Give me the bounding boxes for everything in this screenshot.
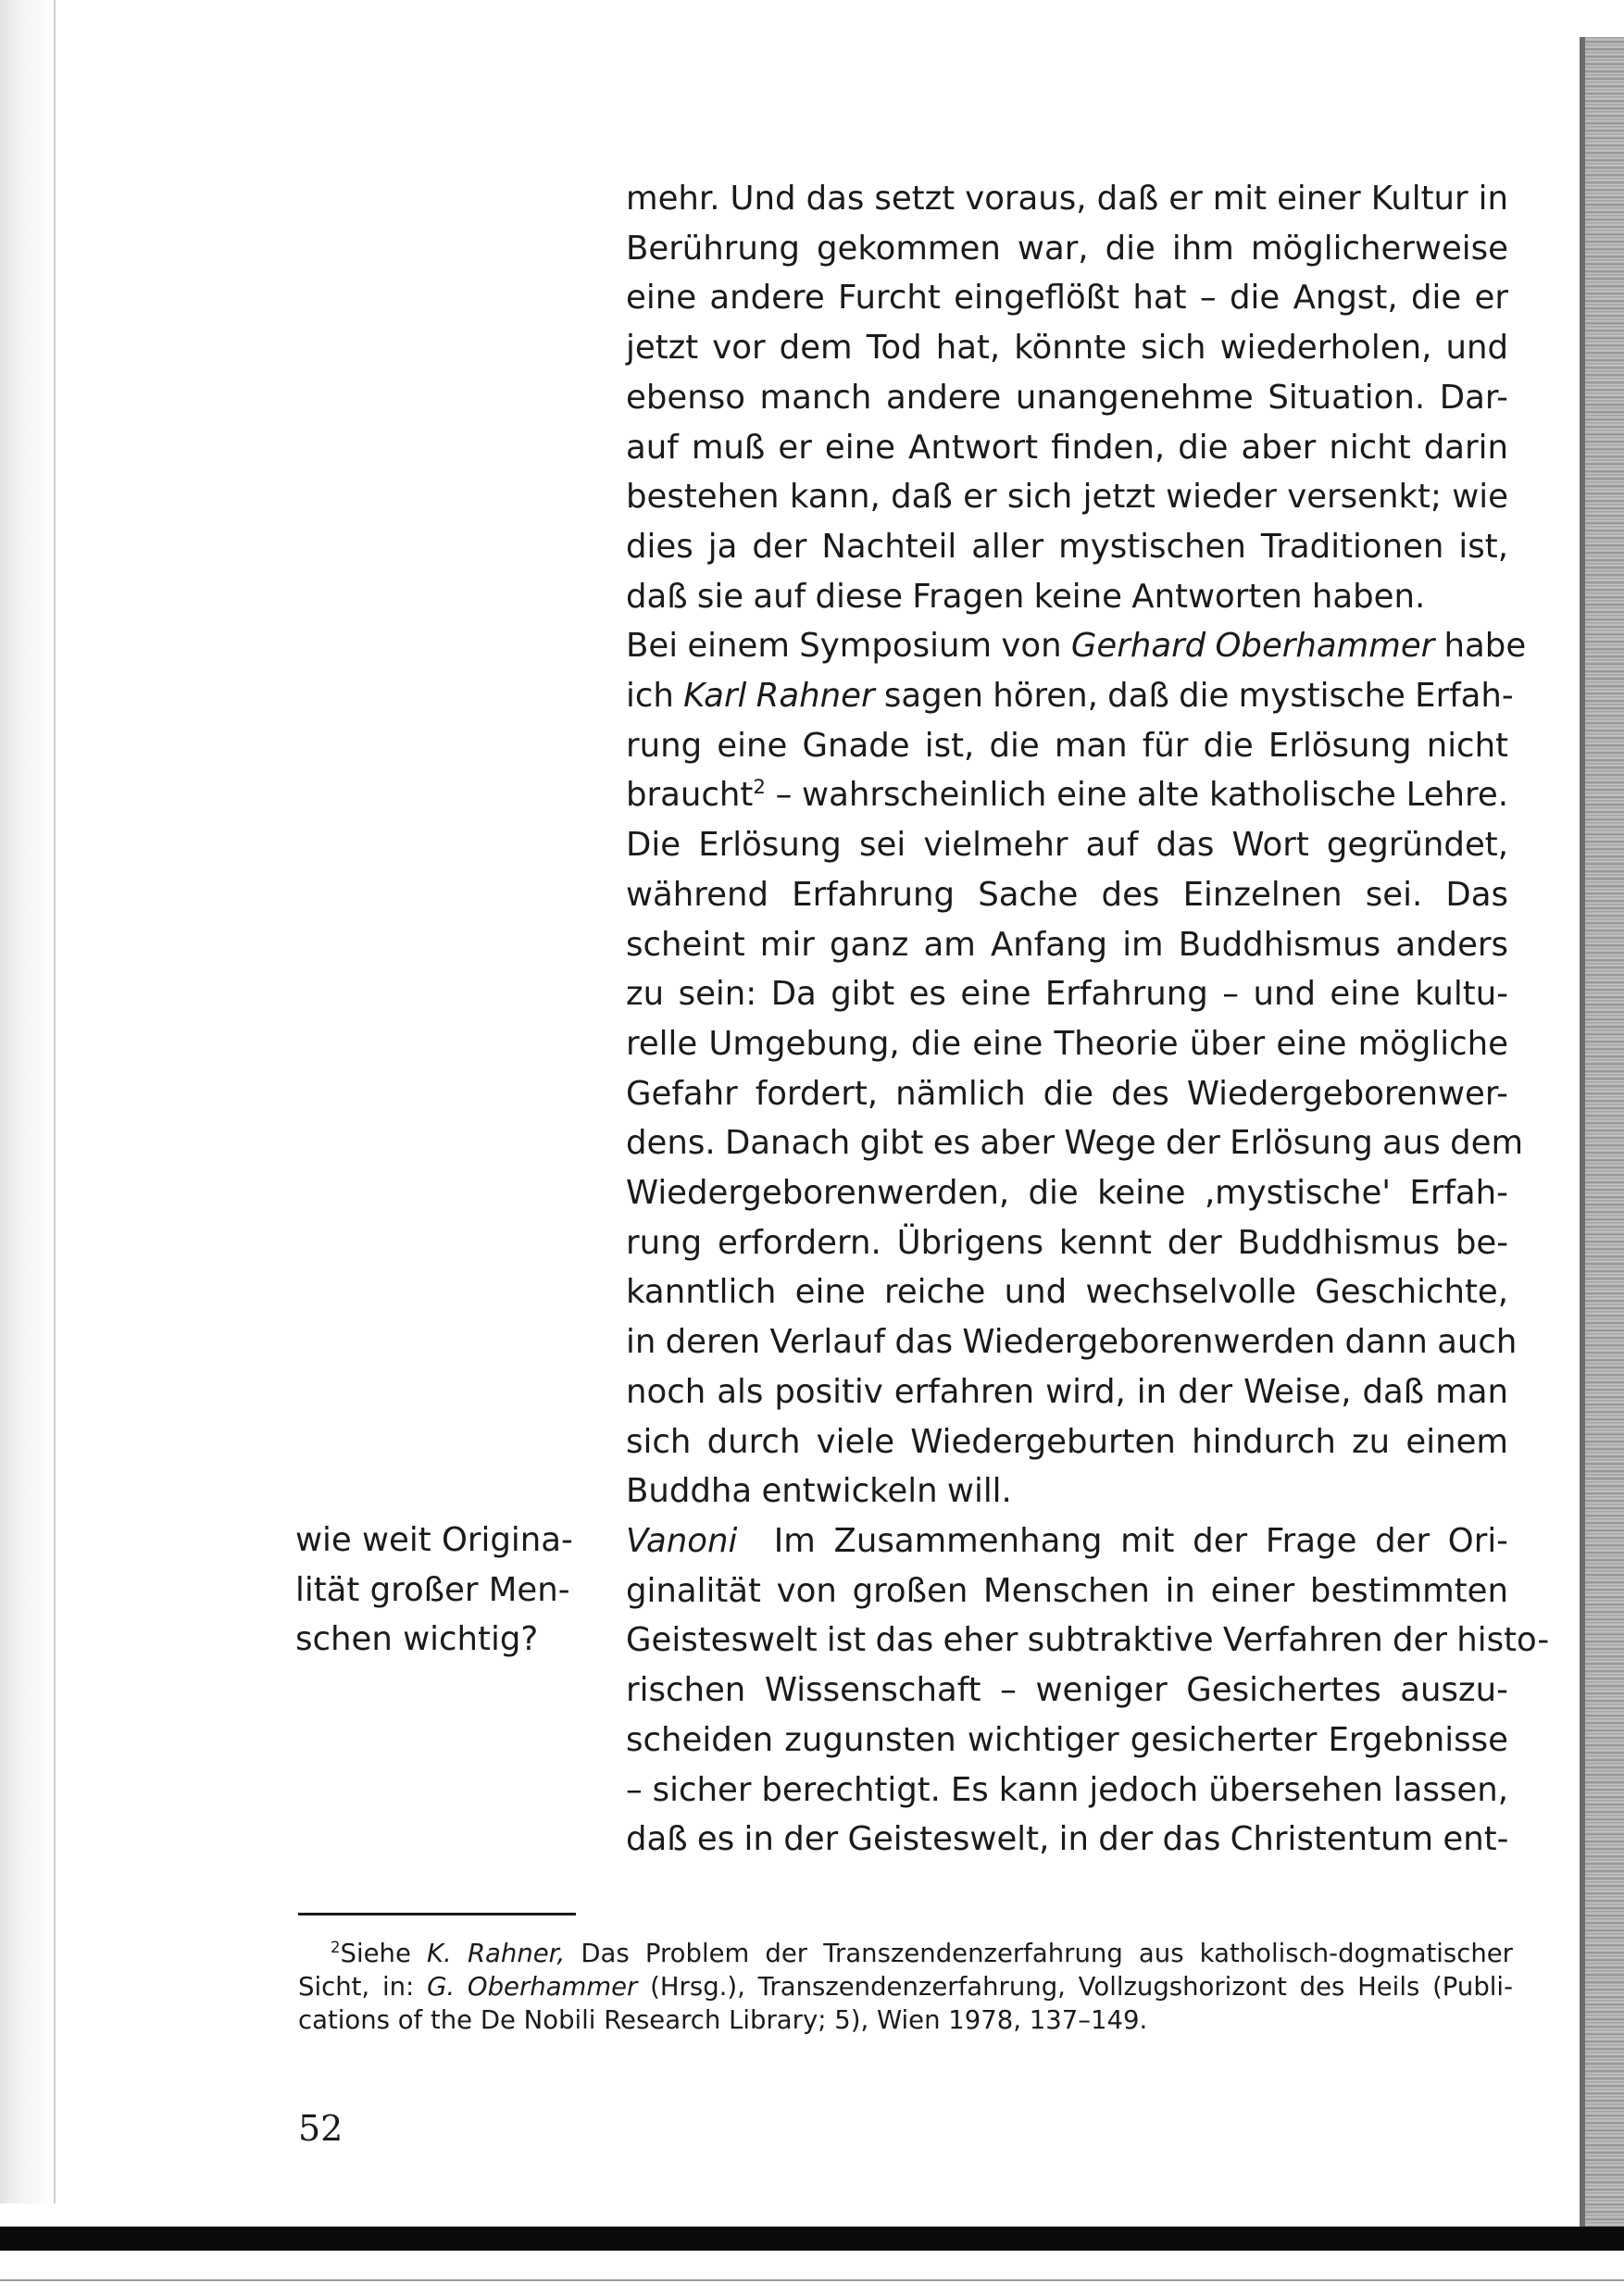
- text-fragment: braucht: [626, 776, 754, 815]
- scan-left-line: [54, 0, 56, 2203]
- editor-name: G. Oberhammer: [427, 1972, 638, 2002]
- text-fragment: Bei einem Symposium von: [626, 627, 1071, 666]
- text-line: relle Umgebung, die eine Theorie über eine mögliche: [626, 1024, 1508, 1063]
- text-line: Wiedergeborenwerden, die keine ‚mystische' Erfah-: [626, 1174, 1508, 1213]
- text-line: Buddha entwickeln will.: [626, 1472, 1012, 1511]
- text-line: – sicher berechtigt. Es kann jedoch übersehen lassen,: [626, 1770, 1508, 1809]
- footnote-line: [298, 1937, 1513, 1970]
- text-line: scheiden zugunsten wichtiger gesicherter Ergebnisse: [626, 1720, 1508, 1759]
- text-line: während Erfahrung Sache des Einzelnen sei. Das: [626, 875, 1508, 914]
- page-number: 52: [298, 2108, 344, 2149]
- scan-right-edge: [1585, 37, 1624, 2231]
- footnote: [298, 1937, 1513, 2037]
- text-fragment: sagen hören, daß die mystische Erfah-: [874, 677, 1514, 716]
- text-line: scheint mir ganz am Anfang im Buddhismus anders: [626, 925, 1508, 964]
- text-fragment: Im Zusammenhang mit der Frage der Ori-: [773, 1521, 1508, 1560]
- text-line: zu sein: Da gibt es eine Erfahrung – und eine kultu-: [626, 975, 1508, 1014]
- text-line: rung eine Gnade ist, die man für die Erlösung nicht: [626, 726, 1508, 765]
- text-fragment: [737, 1522, 773, 1560]
- text-line: dies ja der Nachteil aller mystischen Traditionen ist,: [626, 527, 1508, 566]
- text-fragment: Sicht, in:: [298, 1972, 428, 2002]
- scan-bottom-bar: [0, 2227, 1624, 2251]
- text-fragment: (Hrsg.), Transzendenzerfahrung, Vollzugshorizont des Heils (Publi-: [637, 1972, 1513, 2002]
- text-fragment: – wahrscheinlich eine alte katholische Lehre.: [765, 776, 1508, 815]
- footnote-rule: [298, 1913, 576, 1915]
- person-name-rahner: Karl Rahner: [683, 677, 875, 716]
- text-line: Die Erlösung sei vielmehr auf das Wort gegründet,: [626, 826, 1508, 865]
- text-line: noch als positiv erfahren wird, in der Weise, daß man: [626, 1372, 1508, 1411]
- text-fragment: Siehe: [340, 1939, 428, 1968]
- text-line: dens. Danach gibt es aber Wege der Erlösung aus dem: [626, 1124, 1524, 1163]
- text-line: ginalität von großen Menschen in einer bestimmten: [626, 1571, 1508, 1610]
- text-line: rung erfordern. Übrigens kennt der Buddhismus be-: [626, 1223, 1508, 1262]
- marginal-line: schen wichtig?: [295, 1620, 539, 1659]
- footnote-reference[interactable]: 2: [753, 776, 766, 800]
- text-fragment: ich: [626, 677, 684, 716]
- text-line: [626, 1516, 1508, 1566]
- text-line: daß es in der Geisteswelt, in der das Christentum ent-: [626, 1820, 1509, 1859]
- footnote-line: [298, 1970, 1513, 2003]
- footnote-marker: 2: [331, 1939, 341, 1957]
- text-line: Berührung gekommen war, die ihm möglicherweise: [626, 229, 1508, 268]
- text-line: rischen Wissenschaft – weniger Gesichertes auszu-: [626, 1671, 1508, 1710]
- text-line: [626, 770, 1508, 820]
- text-line: jetzt vor dem Tod hat, könnte sich wiederholen, und: [626, 329, 1508, 368]
- author-name: K. Rahner,: [427, 1939, 566, 1968]
- marginal-line: lität großer Men-: [295, 1570, 570, 1609]
- text-fragment: Das Problem der Transzendenzerfahrung aus katholisch-dogmatischer: [565, 1939, 1513, 1968]
- text-line: ebenso manch andere unangenehme Situation. Dar-: [626, 378, 1508, 417]
- text-fragment: habe: [1434, 627, 1527, 666]
- text-line: eine andere Furcht eingeflößt hat – die Angst, die er: [626, 279, 1508, 318]
- text-line: Gefahr fordert, nämlich die des Wiedergeborenwer-: [626, 1074, 1508, 1113]
- marginal-line: wie weit Origina-: [295, 1521, 573, 1559]
- marginal-note: [295, 1516, 592, 1665]
- speaker-name: Vanoni: [626, 1521, 738, 1560]
- scan-bottom-rule: [0, 2279, 1624, 2281]
- text-line: in deren Verlauf das Wiedergeborenwerden dann auch: [626, 1323, 1518, 1362]
- text-line: [626, 621, 1527, 671]
- text-line: [626, 671, 1514, 721]
- text-line: mehr. Und das setzt voraus, daß er mit einer Kultur in: [626, 180, 1508, 218]
- main-text-column: [626, 174, 1550, 1865]
- text-line: sich durch viele Wiedergeburten hindurch zu einem: [626, 1422, 1508, 1461]
- text-line: Geisteswelt ist das eher subtraktive Verfahren der histo-: [626, 1621, 1550, 1660]
- person-name-oberhammer: Gerhard Oberhammer: [1070, 627, 1435, 666]
- text-line: kanntlich eine reiche und wechselvolle Geschichte,: [626, 1273, 1508, 1312]
- text-line: auf muß er eine Antwort finden, die aber nicht darin: [626, 428, 1508, 467]
- scan-left-shadow: [0, 0, 56, 2203]
- text-line: bestehen kann, daß er sich jetzt wieder versenkt; wie: [626, 478, 1508, 517]
- text-line: daß sie auf diese Fragen keine Antworten haben.: [626, 577, 1426, 616]
- footnote-line: cations of the De Nobili Research Library; 5), Wien 1978, 137–149.: [298, 2005, 1148, 2035]
